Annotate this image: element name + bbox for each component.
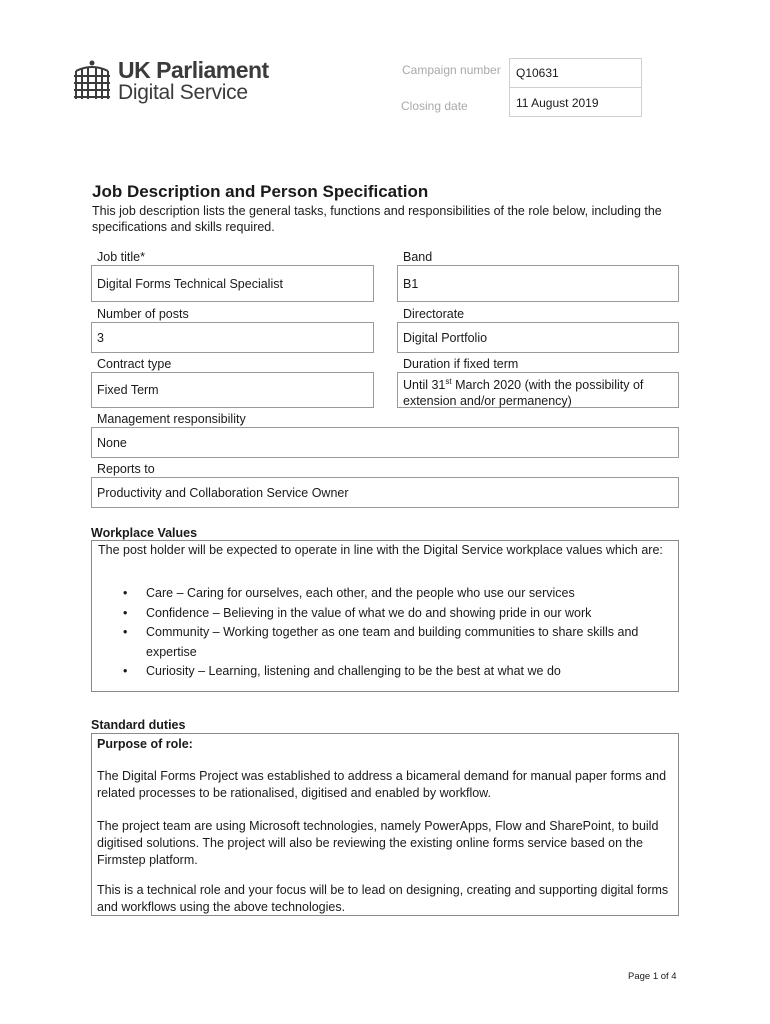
reports-to-label: Reports to — [97, 462, 155, 476]
closing-date-box — [509, 87, 642, 117]
job-title-label: Job title* — [97, 250, 145, 264]
posts-value: 3 — [97, 330, 104, 345]
value-text: Care – Caring for ourselves, each other, and the people who use our services — [146, 586, 575, 600]
duration-prefix: Until 31 — [403, 378, 446, 393]
management-value: None — [97, 435, 127, 450]
portcullis-icon — [72, 59, 112, 103]
duration-rest: March 2020 (with the possibility of extension and/or permanency) — [403, 378, 644, 409]
duration-label: Duration if fixed term — [403, 357, 519, 371]
workplace-values-box — [91, 540, 679, 692]
bullet-icon: • — [123, 586, 128, 600]
management-label: Management responsibility — [97, 412, 246, 426]
duties-paragraph-2: The project team are using Microsoft technologies, namely PowerApps, Flow and SharePoint, to build digitised solutions. The project will also be reviewing the existing online forms service based on the Firmstep platform. — [97, 819, 659, 867]
campaign-number-value: Q10631 — [516, 66, 559, 80]
workplace-values-intro: The post holder will be expected to operate in line with the Digital Service workplace values which are: — [98, 543, 663, 557]
directorate-value: Digital Portfolio — [403, 330, 488, 345]
list-item — [92, 623, 678, 662]
value-text: Confidence – Believing in the value of what we do and showing pride in our work — [146, 605, 592, 620]
bullet-icon: • — [123, 605, 128, 620]
reports-to-field — [91, 477, 679, 508]
reports-to-value: Productivity and Collaboration Service Owner — [97, 485, 349, 500]
intro-text: This job description lists the general tasks, functions and responsibilities of the role below, including the specifications and skills required. — [92, 204, 662, 234]
campaign-number-box — [509, 58, 642, 88]
job-title-field — [91, 265, 374, 302]
value-text: Curiosity – Learning, listening and challenging to be the best at what we do — [146, 664, 561, 678]
directorate-field — [397, 322, 679, 353]
standard-duties-heading: Standard duties — [91, 718, 186, 732]
directorate-label: Directorate — [403, 307, 465, 321]
workplace-values-list — [92, 584, 678, 682]
band-field — [397, 265, 679, 302]
logo-line-1: UK Parliament — [118, 57, 269, 83]
posts-field — [91, 322, 374, 353]
uk-parliament-logo — [72, 57, 272, 105]
closing-date-value: 11 August 2019 — [516, 96, 599, 110]
job-title-value: Digital Forms Technical Specialist — [97, 276, 283, 291]
page-title: Job Description and Person Specification — [92, 182, 429, 201]
management-field — [91, 427, 679, 458]
duration-field — [397, 372, 679, 408]
list-item — [92, 604, 678, 624]
bullet-icon: • — [123, 664, 128, 678]
campaign-number-label: Campaign number — [402, 63, 501, 77]
contract-type-value: Fixed Term — [97, 383, 159, 397]
logo-line-2: Digital Service — [118, 81, 248, 104]
contract-type-label: Contract type — [97, 357, 172, 371]
workplace-values-heading: Workplace Values — [91, 526, 198, 540]
list-item — [92, 662, 678, 682]
duration-sup: st — [445, 377, 452, 386]
page-number: Page 1 of 4 — [628, 971, 677, 982]
band-value: B1 — [403, 276, 419, 291]
standard-duties-box — [91, 733, 679, 916]
posts-label: Number of posts — [97, 307, 189, 321]
duties-paragraph-1: The Digital Forms Project was established to address a bicameral demand for manual paper forms and related processes to be rationalised, digitised and enabled by workflow. — [97, 769, 667, 800]
duration-value — [403, 374, 673, 409]
band-label: Band — [403, 250, 433, 264]
list-item — [92, 584, 678, 604]
closing-date-label: Closing date — [401, 99, 468, 113]
bullet-icon: • — [123, 625, 128, 639]
value-text: Community – Working together as one team and building communities to share skills and expertise — [146, 625, 639, 659]
duties-paragraph-3: This is a technical role and your focus will be to lead on designing, creating and supporting digital forms and workflows using the above technologies. — [97, 883, 669, 914]
contract-type-field — [91, 372, 374, 408]
purpose-heading: Purpose of role: — [97, 737, 193, 751]
